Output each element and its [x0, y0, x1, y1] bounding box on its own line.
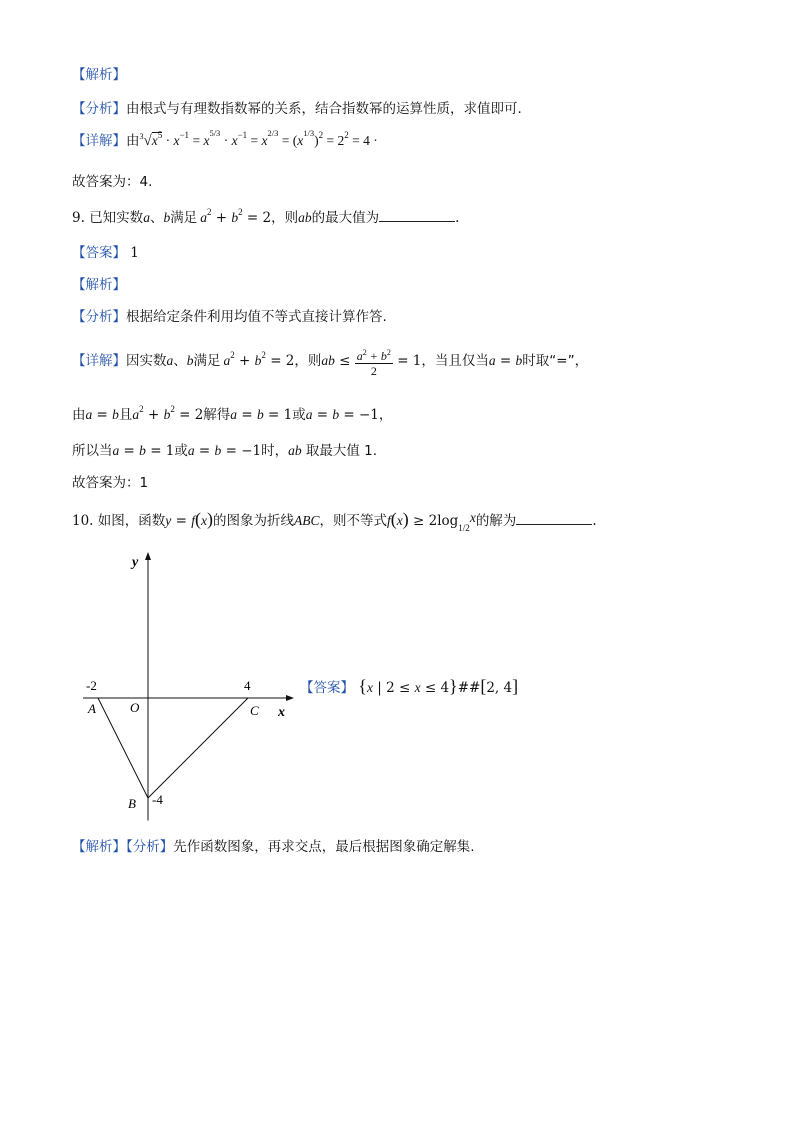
q9-line3-c: 时，: [261, 443, 289, 459]
point-a-label: A: [88, 701, 96, 716]
q9-period: .: [455, 210, 460, 226]
q9-line2-e: ，: [378, 407, 393, 423]
x-axis-arrow: [286, 695, 294, 701]
q10-stem-c: ，则不等式: [319, 513, 387, 529]
answer-tag-10: 【答案】: [300, 680, 354, 696]
origin-label: O: [130, 700, 140, 715]
analysis-tag-q10: 【解析】: [72, 839, 126, 855]
q9-detail-d: ，当且仅当: [421, 353, 489, 369]
q10-period: .: [592, 513, 597, 529]
detail-line-q9: 【详解】因实数a、b满足 $a^2 + b^2 = 2$，则ab ≤ $\frac{a^2 + b^2}{2}$ = 1，当且仅当a = b时取“=”，: [72, 347, 589, 378]
function-graph: [66, 548, 306, 838]
point-c-label: C: [250, 703, 259, 718]
q9-line2-c: 解得: [203, 407, 231, 423]
q9-line2-b: 且: [118, 407, 133, 423]
method-text-q10: 先作函数图象，再求交点，最后根据图象确定解集.: [173, 839, 475, 855]
point-b-label: B: [128, 796, 136, 811]
method-text-q9: 根据给定条件利用均值不等式直接计算作答.: [126, 309, 387, 325]
q9-line2-d: 或: [292, 407, 306, 423]
q9-stem-d: 的最大值为: [311, 210, 380, 226]
tick-label-neg4: -4: [152, 792, 163, 807]
method-text-q8: 由根式与有理数指数幂的关系，结合指数幂的运算性质，求值即可.: [126, 101, 522, 117]
formula-q8: $^3√x^5 \cdot x^{-1} = x^{5/3} \cdot x^{-1} = x^{2/3} = (x^{1/3})^2 = 2^2 = 4$ ·: [139, 128, 378, 149]
tick-label-4: 4: [244, 678, 251, 693]
x-axis-label: x: [278, 705, 285, 720]
q10-stem-d: 的解为: [475, 513, 517, 529]
q9-line3-b: 或: [174, 443, 188, 459]
tick-label-neg2: -2: [86, 678, 97, 693]
q9-detail-e: 时取“=”，: [522, 353, 589, 369]
answer-blank-9[interactable]: [379, 209, 455, 222]
answer-line-9: [72, 244, 139, 262]
derivation-line-3-q9: 所以当a = b = 1或a = b = −1时，ab 取最大值 1.: [72, 443, 378, 459]
question-number-9: 9.: [72, 210, 85, 226]
method-line-q8: [72, 100, 522, 118]
method-tag: 【分析】: [72, 101, 126, 117]
question-9: 9. 已知实数a、b满足 $a^2 + b^2 = 2$，则ab的最大值为 .: [72, 207, 460, 226]
graph-polyline-abc: [98, 698, 248, 798]
fraction-q9: $\frac{a^2 + b^2}{2}$: [356, 347, 391, 378]
q9-detail-a: 因实数: [126, 353, 167, 369]
answer-tag-9: 【答案】: [72, 245, 126, 261]
analysis-tag-q8: 【解析】: [72, 67, 126, 83]
detail-tag: 【详解】: [72, 133, 126, 149]
method-line-q9: [72, 308, 387, 326]
analysis-method-line-q10: [72, 838, 475, 856]
detail-prefix-q8: 由: [126, 133, 140, 149]
question-10: 10. 如图，函数y = f(x)的图象为折线ABC，则不等式$f(x) \ge 2\log_{1/2}x$的解为 .: [72, 509, 597, 533]
answer-blank-10[interactable]: [516, 512, 592, 525]
y-axis-label: y: [132, 555, 139, 570]
answer-separator: ##: [457, 680, 481, 696]
answer-line-10: [300, 676, 518, 698]
q10-stem-b: 的图象为折线: [212, 513, 294, 529]
conclusion-q9: 故答案为：1: [72, 475, 149, 491]
q9-stem-b: 满足: [170, 210, 198, 226]
q9-detail-c: ，则: [294, 353, 322, 369]
analysis-tag-q9: 【解析】: [72, 277, 126, 293]
y-axis-arrow: [145, 552, 151, 560]
q9-stem-a: 已知实数: [89, 210, 144, 226]
q10-stem-a: 如图，函数: [97, 513, 166, 529]
detail-line-q8: [72, 128, 378, 160]
method-tag-q9: 【分析】: [72, 309, 126, 325]
q9-line2-a: 由: [72, 407, 86, 423]
q9-line3-a: 所以当: [72, 443, 113, 459]
answer-9: 1: [130, 245, 139, 261]
method-tag-q10: 【分析】: [126, 839, 174, 855]
derivation-line-2-q9: 由a = b且$a^2 + b^2 = 2$解得a = b = 1或a = b = −1，: [72, 404, 393, 423]
detail-tag-q9: 【详解】: [72, 353, 126, 369]
answer-10: {x | 2 ≤ x ≤ 4}##[2, 4]: [358, 676, 519, 696]
q9-detail-b: 满足: [193, 353, 221, 369]
q9-stem-c: ，则: [271, 210, 299, 226]
question-number-10: 10.: [72, 513, 94, 529]
q9-line3-d: 取最大值 1.: [305, 443, 378, 459]
conclusion-q8: 故答案为：4.: [72, 174, 153, 190]
